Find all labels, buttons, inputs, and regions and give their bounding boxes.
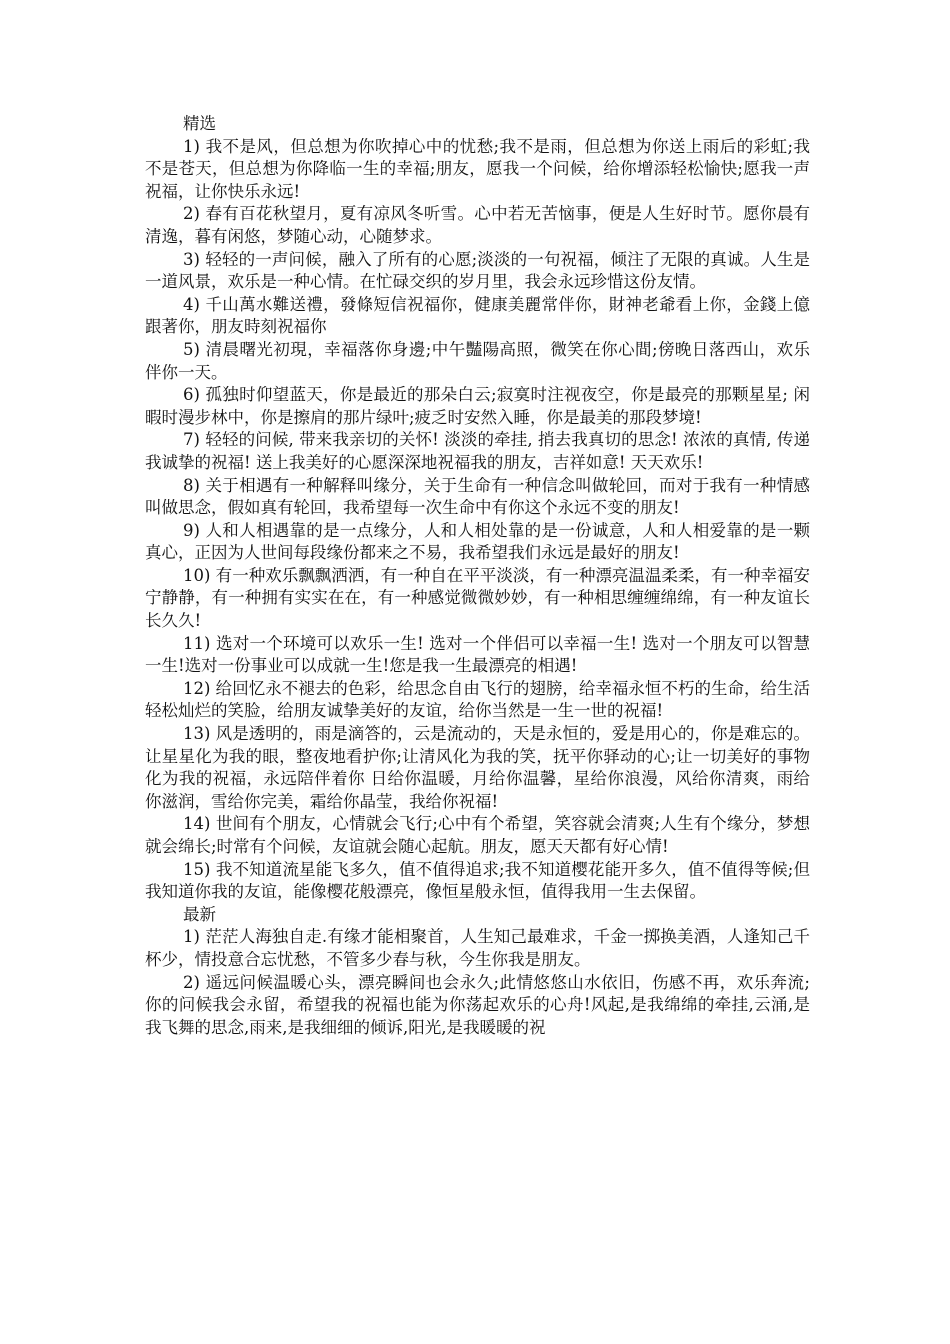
paragraph: 2) 春有百花秋望月，夏有凉风冬听雪。心中若无苦恼事，便是人生好时节。愿你晨有清逸，暮有闲悠，梦随心动，心随梦求。 bbox=[145, 204, 810, 246]
paragraph: 4) 千山萬水難送禮，發條短信祝福你，健康美麗常伴你，財神老爺看上你，金錢上億跟著你，朋友時刻祝福你 bbox=[145, 294, 810, 337]
paragraph: 14) 世间有个朋友，心情就会飞行;心中有个希望，笑容就会清爽;人生有个缘分，梦想就会绵长;时常有个问候，友谊就会随心起航。朋友，愿天天都有好心情! bbox=[145, 814, 810, 856]
section-featured bbox=[145, 113, 810, 904]
paragraph: 15) 我不知道流星能飞多久，值不值得追求;我不知道樱花能开多久，值不值得等候;但我知道你我的友谊，能像樱花般漂亮，像恒星般永恒，值得我用一生去保留。 bbox=[145, 859, 810, 902]
section-title: 最新 bbox=[183, 904, 216, 924]
paragraph: 9) 人和人相遇靠的是一点缘分，人和人相处靠的是一份诚意，人和人相爱靠的是一颗真心，正因为人世间每段缘份都来之不易，我希望我们永远是最好的朋友! bbox=[145, 520, 810, 563]
paragraph: 10) 有一种欢乐飘飘洒洒，有一种自在平平淡淡，有一种漂亮温温柔柔，有一种幸福安宁静静，有一种拥有实实在在，有一种感觉微微妙妙，有一种相思缠缠绵绵，有一种友谊长长久久! bbox=[145, 565, 810, 631]
paragraph: 5) 清晨曙光初現，幸福落你身邊;中午豔陽高照，微笑在你心間;傍晚日落西山，欢乐伴你一天。 bbox=[145, 339, 810, 382]
paragraph: 3) 轻轻的一声问候，融入了所有的心愿;淡淡的一句祝福，倾注了无限的真诚。人生是一道风景，欢乐是一种心情。在忙碌交织的岁月里，我会永远珍惜这份友情。 bbox=[145, 249, 810, 292]
paragraph: 1) 我不是风，但总想为你吹掉心中的忧愁;我不是雨，但总想为你送上雨后的彩虹;我不是苍天，但总想为你降临一生的幸福;朋友，愿我一个问候，给你增添轻松愉快;愿我一声祝福，让你快乐永远! bbox=[145, 136, 810, 201]
paragraph: 1) 茫茫人海独自走.有缘才能相聚首，人生知己最难求，千金一掷换美酒，人逢知己千杯少，情投意合忘忧愁，不管多少春与秋，今生你我是朋友。 bbox=[145, 927, 810, 969]
paragraph: 11) 选对一个环境可以欢乐一生! 选对一个伴侣可以幸福一生! 选对一个朋友可以智慧一生!选对一份事业可以成就一生!您是我一生最漂亮的相遇! bbox=[145, 633, 810, 676]
section-latest bbox=[145, 904, 810, 1040]
paragraph: 13) 风是透明的，雨是滴答的，云是流动的，天是永恒的，爱是用心的，你是难忘的。让星星化为我的眼，整夜地看护你;让清风化为我的笑，抚平你驿动的心;让一切美好的事物化为我的祝福，永远陪伴着你 日给你温暖，月给你温馨，星给你浪漫，风给你清爽，雨给你滋润，雪给你完美，霜给你晶莹，我给你祝福! bbox=[145, 724, 810, 811]
paragraph: 2) 遥远问候温暖心头，漂亮瞬间也会永久;此情悠悠山水依旧，伤感不再，欢乐奔流;你的问候我会永留，希望我的祝福也能为你荡起欢乐的心舟!风起,是我绵绵的牵挂,云涌,是我飞舞的思念,雨来,是我细细的倾诉,阳光,是我暖暖的祝 bbox=[145, 972, 810, 1037]
section-title: 精选 bbox=[183, 114, 216, 133]
paragraph: 8) 关于相遇有一种解释叫缘分，关于生命有一种信念叫做轮回，而对于我有一种情感叫做思念，假如真有轮回，我希望每一次生命中有你这个永远不变的朋友! bbox=[145, 475, 810, 518]
paragraph: 7) 轻轻的问候, 带来我亲切的关怀! 淡淡的牵挂, 捎去我真切的思念! 浓浓的真情, 传递我诚挚的祝福! 送上我美好的心愿深深地祝福我的朋友，吉祥如意! 天天欢乐! bbox=[145, 430, 810, 472]
paragraph: 12) 给回忆永不褪去的色彩，给思念自由飞行的翅膀，给幸福永恒不朽的生命，给生活轻松灿烂的笑脸，给朋友诚挚美好的友谊，给你当然是一生一世的祝福! bbox=[145, 678, 810, 721]
paragraph: 6) 孤独时仰望蓝天，你是最近的那朵白云;寂寞时注视夜空，你是最亮的那颗星星; 闲暇时漫步林中，你是擦肩的那片绿叶;疲乏时安然入睡，你是最美的那段梦境! bbox=[145, 385, 810, 427]
document-page bbox=[145, 113, 810, 1039]
